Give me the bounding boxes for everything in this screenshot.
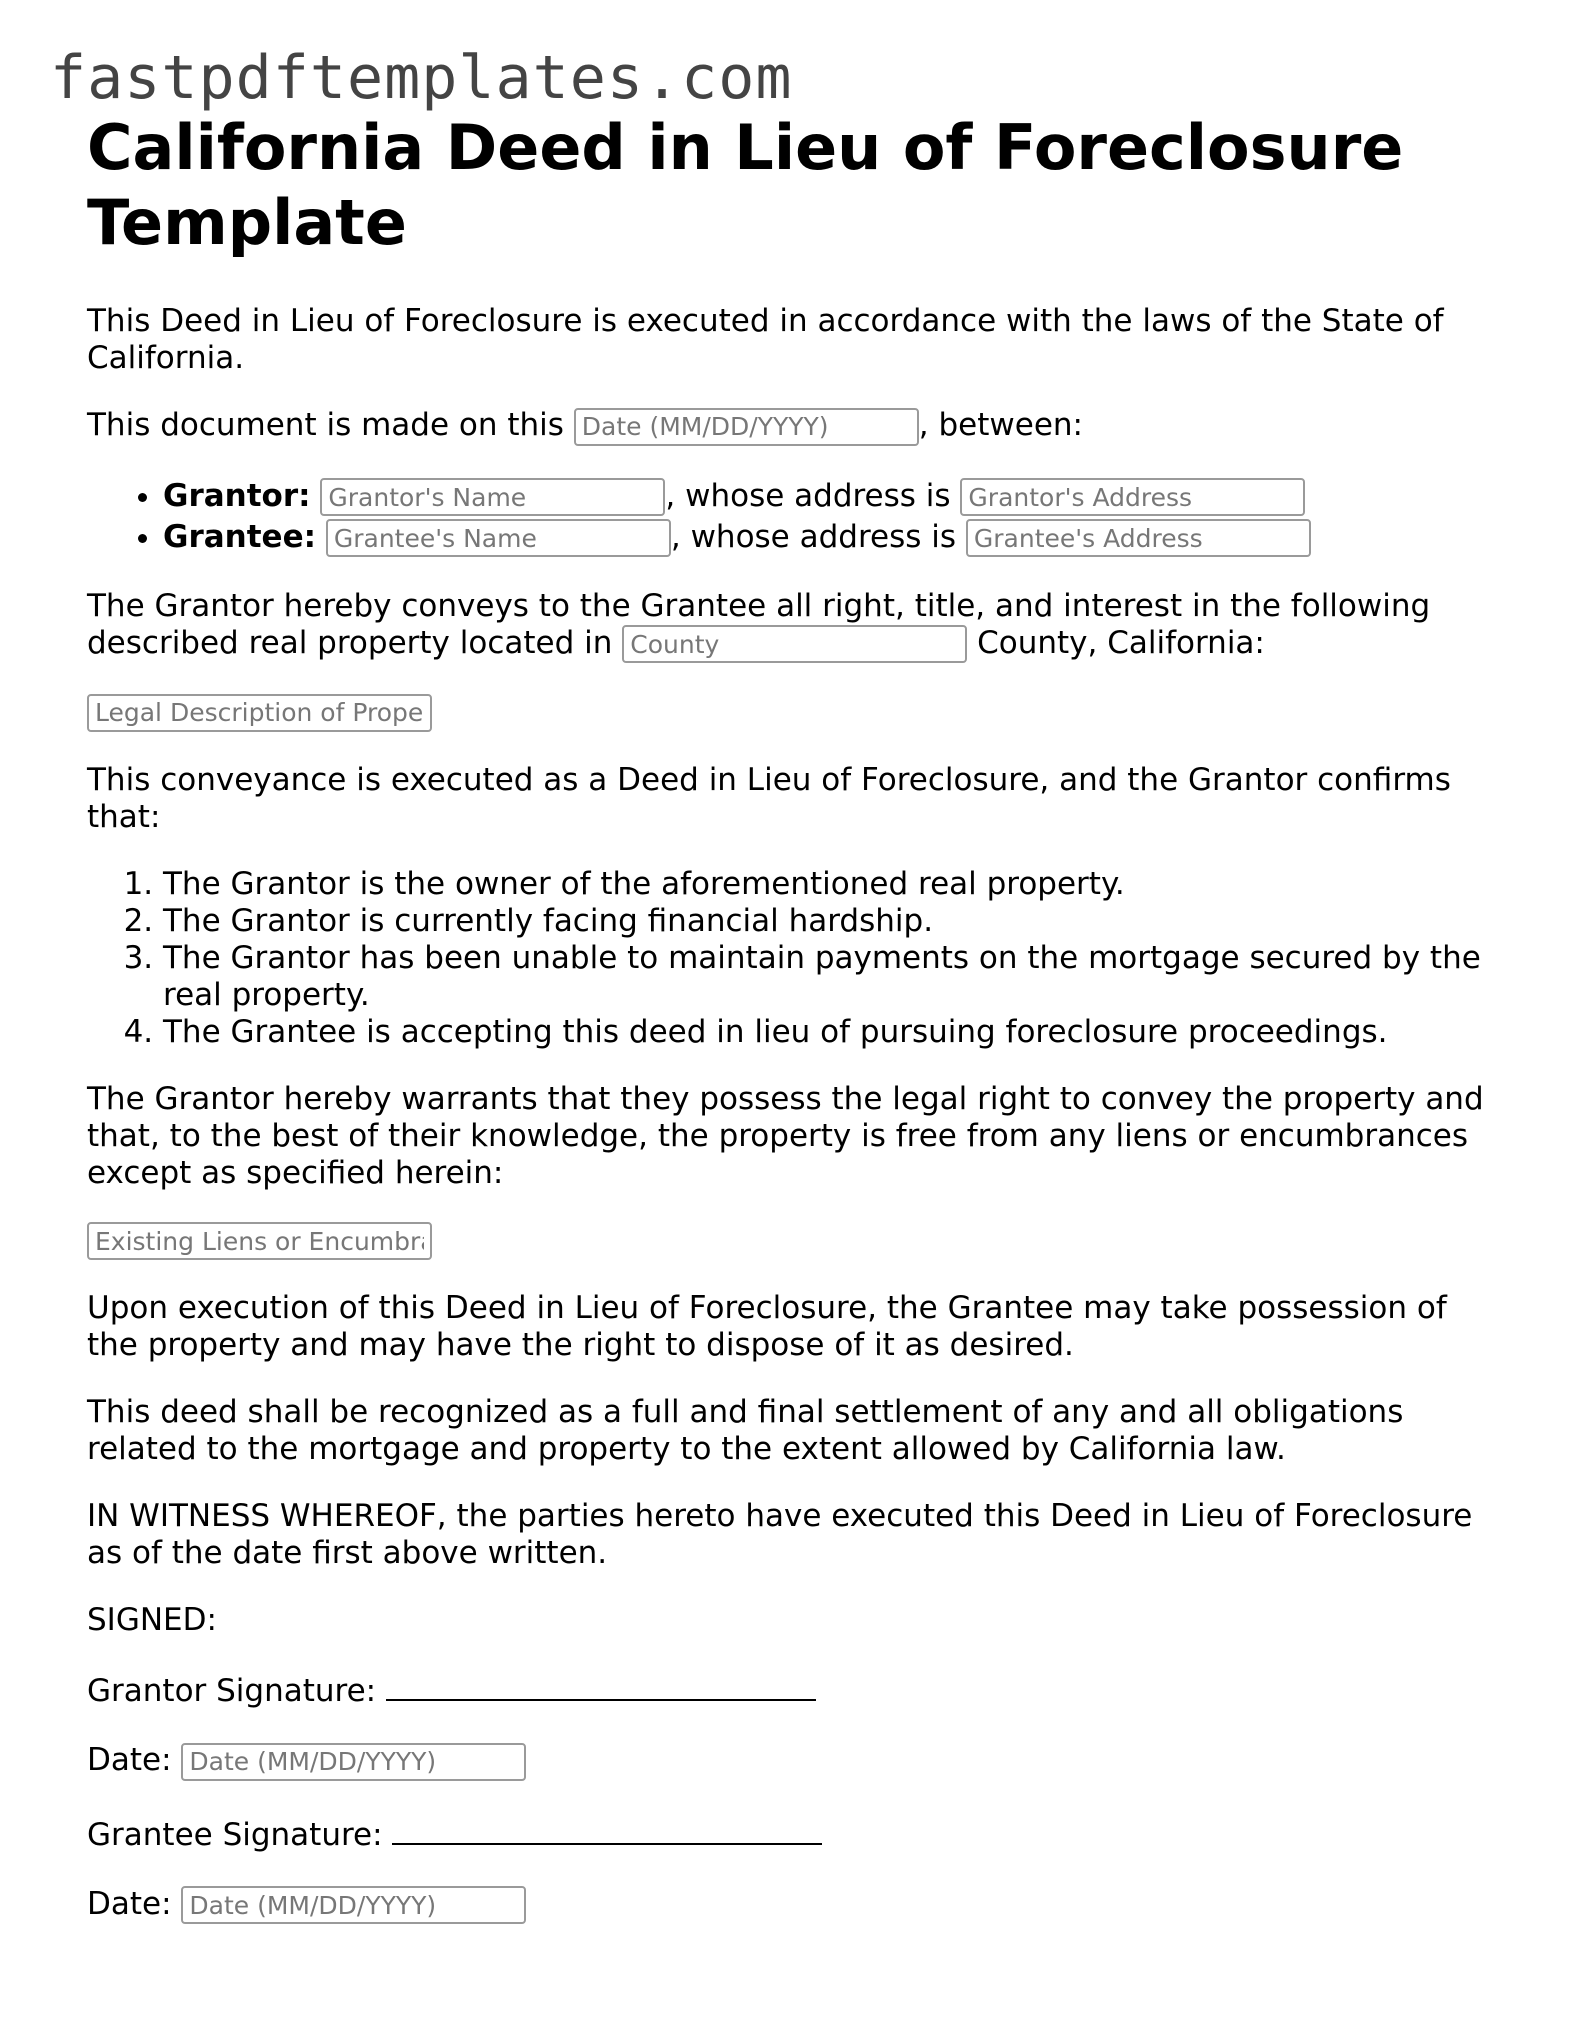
grantor-address-input[interactable]	[960, 478, 1305, 516]
document-date-input[interactable]	[574, 408, 919, 446]
conveyance-suffix: County, California:	[977, 624, 1265, 661]
possession-paragraph: Upon execution of this Deed in Lieu of Foreclosure, the Grantee may take possession of the property and may have the right to dispose of it as desired.	[87, 1290, 1447, 1363]
conveyance-prefix: The Grantor hereby conveys to the Grantee all right, title, and interest in the following described real property located in	[87, 587, 1431, 661]
conveyance-paragraph	[87, 588, 1487, 664]
grantee-address-text: , whose address is	[670, 518, 957, 555]
watermark: fastpdftemplates.com	[50, 43, 793, 113]
liens-input[interactable]	[87, 1222, 432, 1260]
made-on-suffix: , between:	[918, 407, 1083, 443]
confirmation-item: 2. The Grantor is currently facing financial hardship.	[163, 903, 1487, 940]
grantor-label: Grantor:	[163, 477, 311, 514]
grantor-signature-line[interactable]	[386, 1669, 816, 1701]
intro-paragraph: This Deed in Lieu of Foreclosure is executed in accordance with the laws of the State of California.	[87, 303, 1444, 376]
confirm-intro-paragraph: This conveyance is executed as a Deed in Lieu of Foreclosure, and the Grantor confirms that:	[87, 761, 1451, 835]
grantee-address-input[interactable]	[966, 519, 1311, 557]
parties-list	[87, 476, 1487, 558]
grantee-signature-row	[87, 1813, 1487, 1854]
legal-description-row	[87, 693, 1487, 732]
legal-description-input[interactable]	[87, 694, 432, 732]
page-title: California Deed in Lieu of Foreclosure Template	[87, 111, 1404, 259]
grantee-date-label: Date:	[87, 1885, 172, 1922]
grantor-date-row	[87, 1742, 1487, 1781]
document-body	[87, 110, 1487, 1956]
made-on-paragraph	[87, 407, 1487, 446]
grantor-date-label: Date:	[87, 1742, 172, 1778]
county-input[interactable]	[622, 625, 967, 663]
grantor-date-input[interactable]	[181, 1743, 526, 1781]
made-on-prefix: This document is made on this	[87, 407, 564, 443]
witness-paragraph: IN WITNESS WHEREOF, the parties hereto have executed this Deed in Lieu of Foreclosure as of the date first above written.	[87, 1498, 1473, 1571]
grantee-name-input[interactable]	[326, 519, 671, 557]
confirmation-item: 4. The Grantee is accepting this deed in lieu of pursuing foreclosure proceedings.	[163, 1014, 1487, 1051]
liens-row	[87, 1222, 1487, 1261]
confirmation-item: 1. The Grantor is the owner of the aforementioned real property.	[163, 866, 1487, 903]
grantee-item	[163, 517, 1487, 558]
grantor-name-input[interactable]	[320, 478, 665, 516]
settlement-paragraph: This deed shall be recognized as a full and final settlement of any and all obligations related to the mortgage and property to the extent allowed by California law.	[87, 1394, 1404, 1467]
grantee-date-row	[87, 1886, 1487, 1925]
warranty-paragraph: The Grantor hereby warrants that they possess the legal right to convey the property and that, to the best of their knowledge, the property is free from any liens or encumbrances except as specified herein:	[87, 1080, 1484, 1191]
grantee-date-input[interactable]	[181, 1886, 526, 1924]
confirmation-item: 3. The Grantor has been unable to maintain payments on the mortgage secured by the real property.	[163, 940, 1487, 1014]
grantee-signature-line[interactable]	[392, 1813, 822, 1845]
grantor-signature-label: Grantor Signature:	[87, 1673, 377, 1709]
grantee-label: Grantee:	[163, 518, 316, 555]
grantee-signature-label: Grantee Signature:	[87, 1816, 383, 1853]
signed-label: SIGNED:	[87, 1602, 217, 1638]
grantor-item	[163, 476, 1487, 517]
grantor-address-text: , whose address is	[665, 477, 951, 514]
grantor-signature-row	[87, 1669, 1487, 1710]
confirmations-list	[87, 866, 1487, 1051]
